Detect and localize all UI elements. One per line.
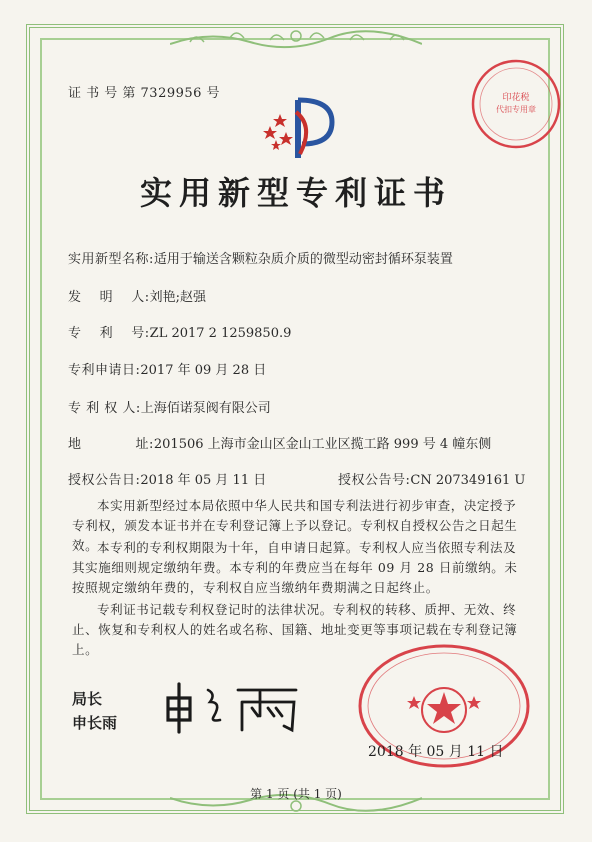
field-value: 2017 年 09 月 28 日 <box>140 363 267 378</box>
field-grant-number <box>338 469 525 488</box>
field-filing-date <box>68 359 266 378</box>
certificate-number: 证 书 号 第 7329956 号 <box>68 86 221 101</box>
field-value: 上海佰诺泵阀有限公司 <box>140 401 271 416</box>
field-label: 授权公告号: <box>338 473 411 488</box>
field-label: 专利申请日: <box>68 363 141 378</box>
seal-date: 2018 年 05 月 11 日 <box>368 744 504 760</box>
agency-seal <box>470 58 562 150</box>
signature-name: 申长雨 <box>72 714 118 732</box>
field-value: 适用于输送含颗粒杂质介质的微型动密封循环泵装置 <box>153 252 453 267</box>
paragraph-grant: 本实用新型经过本局依照中华人民共和国专利法进行初步审查，决定授予专利权，颁发本证书并在专利登记簿上予以登记。专利权自授权公告之日起生效。 <box>72 498 518 553</box>
field-patent-number <box>68 322 291 341</box>
handwritten-signature <box>160 676 310 736</box>
certificate-title: 实用新型专利证书 <box>139 174 452 212</box>
field-value: 201506 上海市金山区金山工业区揽工路 999 号 4 幢东侧 <box>153 437 492 452</box>
paragraph-term: 本专利的专利权期限为十年，自申请日起算。专利权人应当依照专利法及其实施细则规定缴纳年费。本专利的年费应当在每年 09 月 28 日前缴纳。未按照规定缴纳年费的，专利权自应当缴纳年费期满之日起终止。 <box>72 540 518 595</box>
field-address <box>68 433 491 452</box>
field-label: 专 利 号: <box>68 326 150 341</box>
page-footer: 第 1 页 (共 1 页) <box>250 787 342 801</box>
field-value: ZL 2017 2 1259850.9 <box>149 326 292 341</box>
field-value: CN 207349161 U <box>410 473 526 488</box>
field-inventor <box>68 286 206 305</box>
field-label: 发 明 人: <box>68 290 150 305</box>
field-patentee <box>68 397 271 416</box>
field-value: 刘艳;赵强 <box>149 290 207 305</box>
svg-text:代扣专用章: 代扣专用章 <box>496 105 536 114</box>
field-value: 2018 年 05 月 11 日 <box>140 473 267 488</box>
field-label: 专 利 权 人: <box>68 401 141 416</box>
field-utility-name <box>68 248 453 267</box>
field-label: 授权公告日: <box>68 473 141 488</box>
field-label: 实用新型名称: <box>68 252 154 267</box>
patent-office-logo <box>258 92 338 162</box>
field-grant-date <box>68 469 266 488</box>
field-label: 地 址: <box>68 437 154 452</box>
signature-role: 局长 <box>72 690 103 708</box>
paragraph-legal-status: 专利证书记载专利权登记时的法律状况。专利权的转移、质押、无效、终止、恢复和专利权人的姓名或名称、国籍、地址变更等事项记载在专利登记簿上。 <box>72 602 518 657</box>
top-ornament <box>170 28 422 50</box>
svg-text:印花税: 印花税 <box>502 93 530 103</box>
